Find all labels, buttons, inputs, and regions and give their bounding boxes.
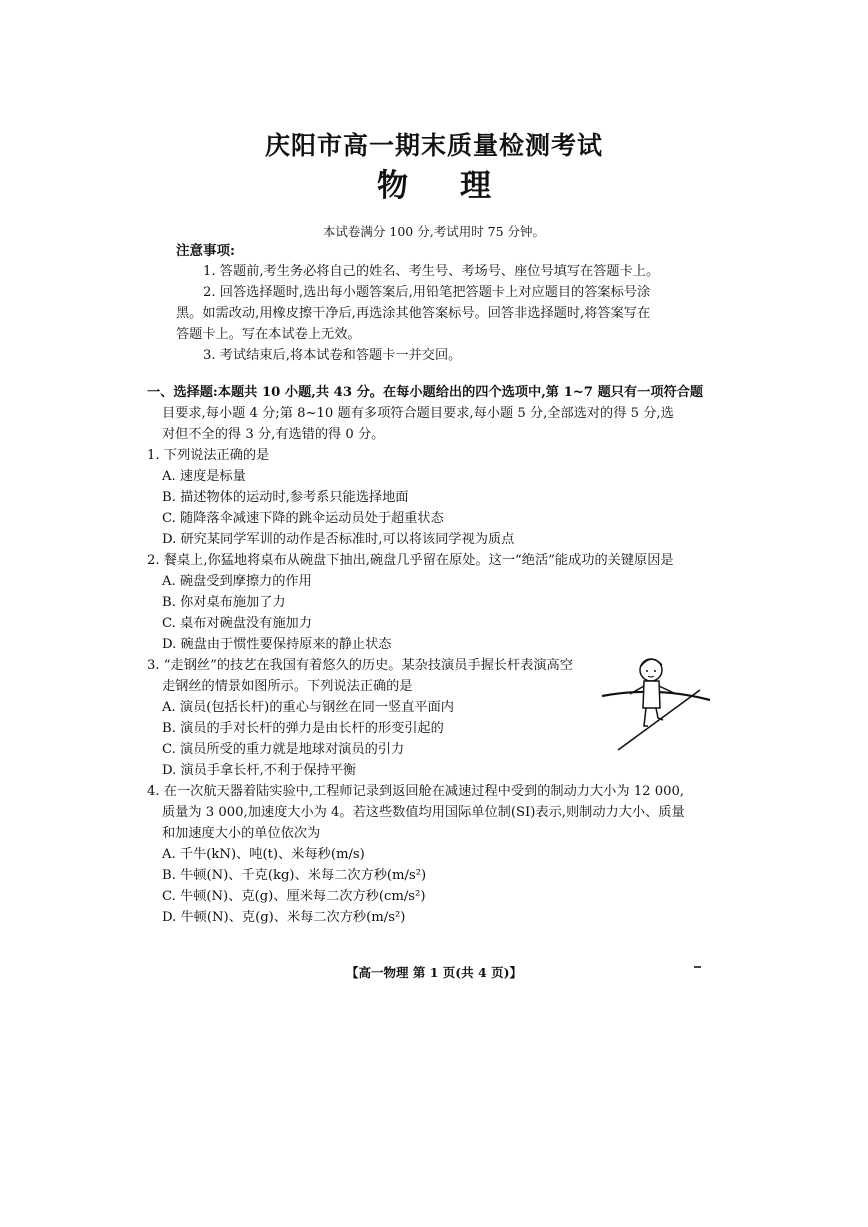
question-1-option-d: D. 研究某同学军训的动作是否标准时,可以将该同学视为质点 <box>162 532 515 547</box>
question-2-option-b: B. 你对桌布施加了力 <box>162 595 286 610</box>
question-4-option-c: C. 牛顿(N)、克(g)、厘米每二次方秒(cm/s²) <box>162 889 426 904</box>
notice-heading: 注意事项: <box>176 243 235 259</box>
exam-info: 本试卷满分 100 分,考试用时 75 分钟。 <box>322 224 546 239</box>
question-4-stem: 4. 在一次航天器着陆实验中,工程师记录到返回舱在减速过程中受到的制动力大小为 12 000, <box>147 784 685 799</box>
question-2-option-a: A. 碗盘受到摩擦力的作用 <box>162 574 312 589</box>
question-4-option-a: A. 千牛(kN)、吨(t)、米每秒(m/s) <box>162 847 365 862</box>
question-4-stem-cont: 和加速度大小的单位依次为 <box>162 826 321 841</box>
page-footer: 【高一物理 第 1 页(共 4 页)】 <box>346 965 522 980</box>
scan-mark <box>694 966 701 968</box>
question-1-option-a: A. 速度是标量 <box>162 469 246 484</box>
section-heading: 一、选择题:本题共 10 小题,共 43 分。在每小题给出的四个选项中,第 1~7 题只有一项符合题 <box>147 385 704 400</box>
question-1-option-c: C. 随降落伞减速下降的跳伞运动员处于超重状态 <box>162 511 444 526</box>
question-3-option-c: C. 演员所受的重力就是地球对演员的引力 <box>162 742 405 757</box>
question-3-stem-cont: 走钢丝的情景如图所示。下列说法正确的是 <box>162 679 413 694</box>
exam-subject: 物理 <box>377 168 543 204</box>
tightrope-walker-figure <box>600 650 712 752</box>
notice-line: 黑。如需改动,用橡皮擦干净后,再选涂其他答案标号。回答非选择题时,将答案写在 <box>176 306 651 321</box>
question-2-option-d: D. 碗盘由于惯性要保持原来的静止状态 <box>162 637 392 652</box>
question-3-option-d: D. 演员手拿长杆,不利于保持平衡 <box>162 763 357 778</box>
question-2-stem: 2. 餐桌上,你猛地将桌布从碗盘下抽出,碗盘几乎留在原处。这一“绝活”能成功的关键原因是 <box>147 553 674 568</box>
question-1-stem: 1. 下列说法正确的是 <box>147 448 270 463</box>
question-2-option-c: C. 桌布对碗盘没有施加力 <box>162 616 312 631</box>
question-4-option-b: B. 牛顿(N)、千克(kg)、米每二次方秒(m/s²) <box>162 868 427 883</box>
question-3-option-a: A. 演员(包括长杆)的重心与钢丝在同一竖直平面内 <box>162 700 454 715</box>
notice-line: 2. 回答选择题时,选出每小题答案后,用铅笔把答题卡上对应题目的答案标号涂 <box>203 285 651 300</box>
question-3-stem: 3. “走钢丝”的技艺在我国有着悠久的历史。某杂技演员手握长杆表演高空 <box>147 658 573 673</box>
notice-line: 答题卡上。写在本试卷上无效。 <box>176 327 361 342</box>
question-3-option-b: B. 演员的手对长杆的弹力是由长杆的形变引起的 <box>162 721 444 736</box>
question-4-option-d: D. 牛顿(N)、克(g)、米每二次方秒(m/s²) <box>162 910 406 925</box>
section-line: 目要求,每小题 4 分;第 8~10 题有多项符合题目要求,每小题 5 分,全部选对的得 5 分,选 <box>162 406 674 421</box>
notice-line: 1. 答题前,考生务必将自己的姓名、考生号、考场号、座位号填写在答题卡上。 <box>203 264 660 279</box>
question-1-option-b: B. 描述物体的运动时,参考系只能选择地面 <box>162 490 409 505</box>
notice-line: 3. 考试结束后,将本试卷和答题卡一并交回。 <box>203 348 462 363</box>
section-line: 对但不全的得 3 分,有选错的得 0 分。 <box>162 427 385 442</box>
exam-title: 庆阳市高一期末质量检测考试 <box>264 131 603 160</box>
question-4-stem-cont: 质量为 3 000,加速度大小为 4。若这些数值均用国际单位制(SI)表示,则制动力大小、质量 <box>162 805 685 820</box>
